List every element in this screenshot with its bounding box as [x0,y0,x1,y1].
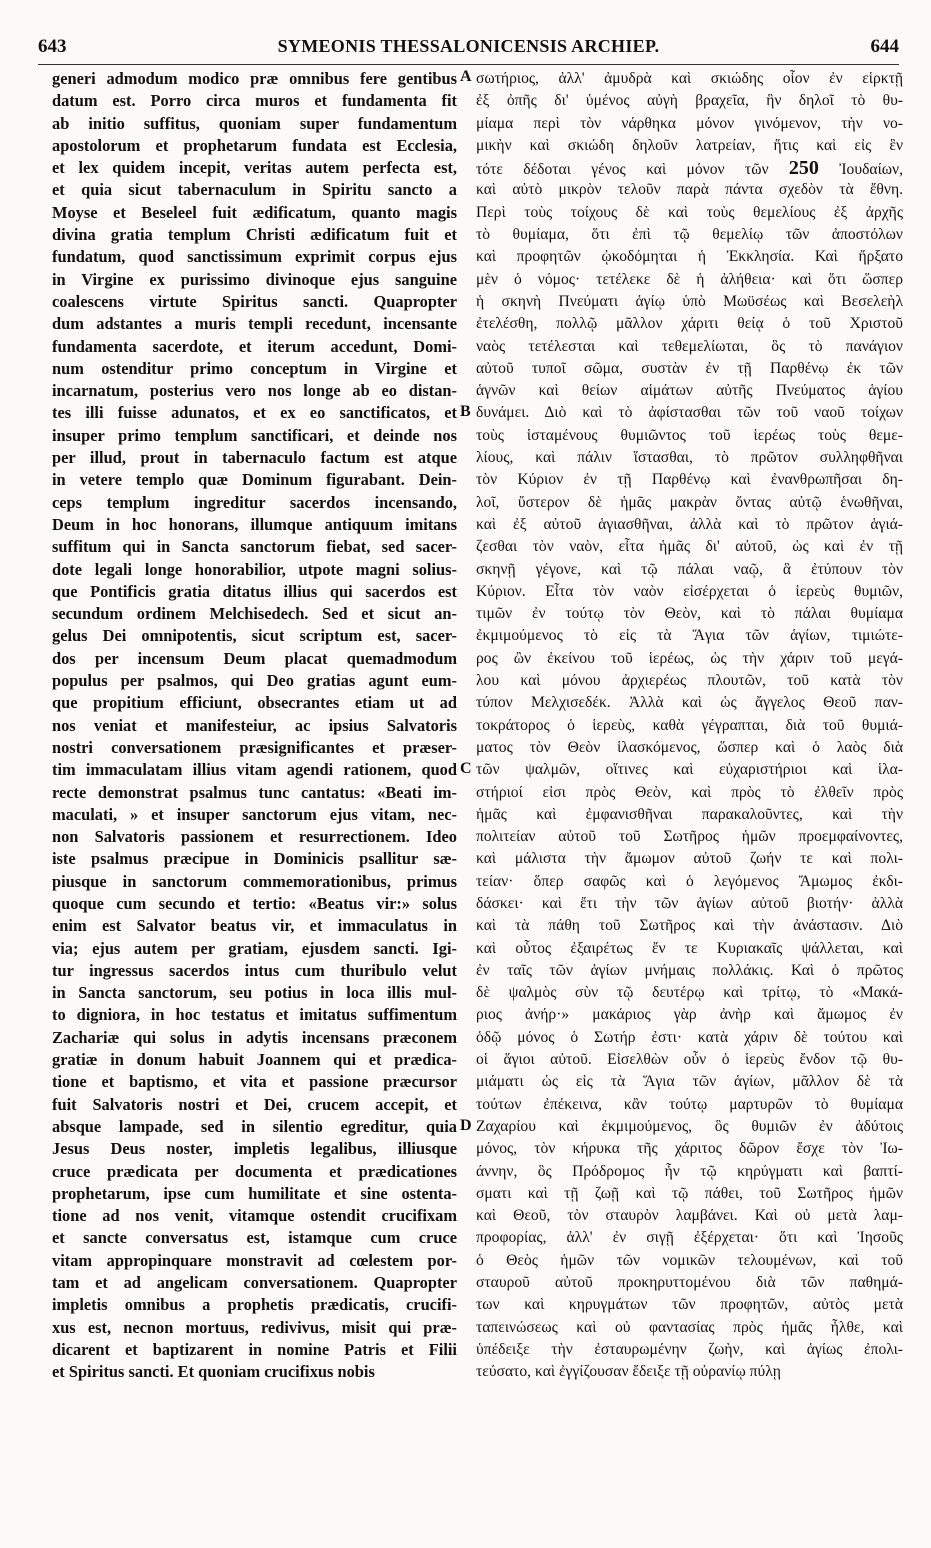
text-line: gelus Dei omnipotentis, sicut scriptum est, sacer- [52,626,457,646]
text-line: Ζαχαρίου καὶ ἐκμιμούμενος, ὃς θυμιῶν ἐν ἀδύτοις [476,1117,903,1135]
text-line: impletis omnibus a prophetis prædicatis, crucifi- [52,1295,457,1315]
text-line: τοὺς ἱσταμένους θυμιῶντος τοῦ ἱερέως τοὺς θεμε- [476,426,903,444]
text-line: xus est, necnon mortuus, redivivus, misit qui præ- [52,1317,457,1337]
text-line: μίαμα περὶ τὸν νάρθηκα μόνον γινόμενον, τὴν νο- [476,114,903,132]
text-line: ζεσθαι τὸν ναὸν, εἶτα ἡμᾶς δι' αὐτοῦ, ὡς καὶ ἐν τῇ [476,538,903,556]
text-line: καὶ προφητῶν ᾠκοδόμηται ἡ Ἐκκλησία. Καὶ ἤρξατο [476,248,903,266]
text-line: et lex quidem incepit, veritas autem perfecta est, [52,158,457,178]
text-line: fuit Salvatoris nostri et Dei, crucem accepit, et [52,1094,457,1114]
text-line: vitam appropinquare monstravit ad cœlestem por- [52,1250,457,1270]
text-line: καὶ ἐξ αὐτοῦ ἁγιασθῆναι, ἀλλὰ καὶ τὸ πρῶτον ἁγιά- [476,515,903,533]
text-line: non Salvatoris passionem et resurrectionem. Ideo [52,827,457,847]
running-header [38,36,899,62]
text-line: dote legali longe honorabilior, utpote magni solius- [52,559,457,579]
text-line: per illud, prout in tabernaculo factum est atque [52,448,457,468]
text-line: καὶ τὰ πάθη τοῦ Σωτῆρος καὶ τὴν ἀνάστασιν. Διὸ [476,917,903,935]
page-number-left: 643 [38,36,67,57]
text-line: άννην, ὃς Πρόδρομος ἦν τῷ κηρύγματι καὶ βαπτί- [476,1162,903,1180]
text-line: ρος ὢν ἐκείνου τοῦ ἱερέως, ὡς τὴν χάριν τοῦ μεγά- [476,649,903,667]
text-line: divina gratia templum Christi ædificatum fuit et [52,225,457,245]
text-line: ταπεινώσεως καὶ οὐ φαντασίας πρὸς ἡμᾶς ἦλθε, καὶ [476,1318,903,1336]
section-number: 250 [788,157,819,180]
text-line: et Spiritus sancti. Et quoniam crucifixus nobis [52,1362,375,1382]
text-line: τῶν ψαλμῶν, οἵτινες καὶ εὐχαριστήριοι καὶ ἱλα- [476,761,903,779]
text-line: que propitium efficiunt, obsecrantes etiam ut ad [52,693,457,713]
text-line: αὐτοῦ τυποῖ σῶμα, συστὰν ἐν τῇ Παρθένῳ ἐκ τῶν [476,359,903,377]
text-line: τότε δέδοται γένος καὶ μόνον τῶν 250 Ἰουδαίων, [476,157,903,180]
text-line: dicarent et baptizarent in nomine Patris et Filii [52,1339,457,1359]
text-line: et sancte conversatus est, istamque cum cruce [52,1228,457,1248]
text-line: μιάματι ὡς εἰς τὰ Ἅγια τῶν ἁγίων, μᾶλλον δὲ τὰ [476,1073,903,1091]
text-line: secundum ordinem Melchisedech. Sed et sicut an- [52,604,457,624]
text-line: fundamenta sacerdote, et iterum accedunt, Domi- [52,336,457,356]
text-line: et quia sicut tabernaculum in Spiritu sancto a [52,180,457,200]
text-line: coalescens virtute Spiritus sancti. Quapropter [52,291,457,311]
text-line: ceps templum ingreditur sacerdos incensando, [52,492,457,512]
text-line: μὲν ὁ νόμος· τετέλεκε δὲ ἡ ἀλήθεια· καὶ ὅτι ὥσπερ [476,270,903,288]
text-line: tes illi fuisse adunatos, et ex eo sanctificatos, et [52,403,457,423]
section-marker-c: C [460,760,472,777]
text-line: μόνος, τὸν κήρυκα τῆς χάριτος δῶρον ἔσχε τὸν Ἰω- [476,1140,903,1158]
text-line: ναὸς τετέλεσται καὶ τεθεμελίωται, ὃς τὸ πανάγιον [476,337,903,355]
text-line: dos per incensum Deum placat quemadmodum [52,648,457,668]
text-line: καὶ οὗτος ἐξαιρέτως ἔν τε Κυριακαῖς ψάλλεται, καὶ [476,939,903,957]
running-title: SYMEONIS THESSALONICENSIS ARCHIEP. [277,36,660,56]
text-line: καὶ μάλιστα τὴν ἄμωμον αὐτοῦ ζωήν τε καὶ πολι- [476,850,903,868]
text-line: to digniora, in hoc testatus et imitatus suffimentum [52,1005,457,1025]
text-line: καὶ Θεοῦ, τὸν σταυρὸν λαμβάνει. Καὶ οὐ μετὰ λαμ- [476,1207,903,1225]
text-line: λου καὶ μόνου ἀρχιερέως πλουτῶν, τοῦ κατὰ τὸν [476,672,903,690]
text-line: ὑπέδειξε τὴν ἐσταυρωμένην ζωὴν, καὶ ἁγίως ἐπολι- [476,1340,903,1358]
text-line: ἁγνῶν καὶ θείων αἱμάτων αὐτῆς Πνεύματος ἁγίου [476,382,903,400]
text-line: ριος ἀνήρ·» μακάριος γὰρ ἀνὴρ καὶ ἄμωμος ἐν [476,1006,903,1024]
text-line: datum est. Porro circa muros et fundamenta fit [52,91,457,111]
text-line: tur ingressus sacerdos intus cum thuribulo velut [52,960,457,980]
text-line: ἡ σκηνὴ Πνεύματι ἁγίῳ ὑπὸ Μωϋσέως καὶ Βεσελεὴλ [476,292,903,310]
text-line: prophetarum, ipse cum humilitate et sine ostenta- [52,1183,457,1203]
header-rule [38,64,899,65]
text-line: τοκράτορος ὁ ἱερεὺς, καθὰ γέγραπται, διὰ τοῦ θυμιά- [476,716,903,734]
text-line: piusque in sanctorum commemorationibus, primus [52,871,457,891]
text-line: Κύριον. Εἶτα τὸν ναὸν εἰσέρχεται ὁ ἱερεὺς θυμιῶν, [476,582,903,600]
text-line: tam et ad angelicam conversationem. Quapropter [52,1273,457,1293]
text-line: recte demonstrat psalmus tunc cantatus: «Beati im- [52,782,457,802]
text-line: των καὶ κηρυγμάτων τῶν προφητῶν, αὐτὸς μετὰ [476,1296,903,1314]
text-line: τὸ θυμίαμα, ὅτι ἐπὶ τῷ θεμελίῳ τῶν ἀποστόλων [476,226,903,244]
text-line: ὁ Θεὸς ἡμῶν τῶν νομικῶν τελουμένων, καὶ τοῦ [476,1251,903,1269]
text-line: maculati, » et insuper sanctorum ejus vitam, nec- [52,804,457,824]
text-line: τὸν Κύριον ἐν τῇ Παρθένῳ καὶ ἐνανθρωπῆσαι δη- [476,471,903,489]
text-line: nostri conversationem præsignificantes et præser- [52,737,457,757]
text-line: ἡμᾶς καὶ ἐμφανισθῆναι παρακαλοῦντες, καὶ τὴν [476,805,903,823]
latin-column [52,68,457,1384]
text-line: Jesus Deus noster, impletis legalibus, illiusque [52,1139,457,1159]
text-line: iste psalmus præcipue in Dominicis psallitur sæ- [52,849,457,869]
text-line: σκηνῇ γέγονε, καὶ τῷ πάλαι ναῷ, ἃ ἐτύπουν τὸν [476,560,903,578]
text-line: τιμῶν ἐν τούτῳ τὸν Θεὸν, καὶ τὸ πάλαι θυμίαμα [476,605,903,623]
text-line: καὶ αὐτὸ μικρὸν τελοῦν παρὰ πάντα σχεδὸν τὰ ἔθνη. [476,181,903,199]
text-line: dum adstantes a muris templi recedunt, incensante [52,314,457,334]
text-line: τούτων ἐπέκεινα, κἂν τούτῳ μαρτυρῶν τὸ θυμίαμα [476,1095,903,1113]
text-line: πολιτείαν αὐτοῦ τοῦ Σωτῆρος ἡμῶν προεμφαίνοντες, [476,828,903,846]
text-line: que Pontificis gratia ditatus illius qui sacerdos est [52,581,457,601]
text-line: nos veniat et manifesteiur, ac ipsius Salvatoris [52,715,457,735]
page-number-right: 644 [870,36,899,57]
text-line: Deum in hoc honorans, illumque antiquum imitans [52,514,457,534]
text-line: στήριοί εἰσι πρὸς Θεὸν, καὶ πρὸς τὸ ἐλθεῖν πρὸς [476,783,903,801]
text-line: in Virgine ex purissimo divinoque ejus sanguine [52,269,457,289]
text-line: μικὴν καὶ σκιώδη δηλοῦν λατρείαν, ἥτις καὶ εἰς ἓν [476,136,903,154]
text-line: generi admodum modico præ omnibus fere gentibus [52,69,457,88]
text-line: οἱ ἅγιοι αὐτοῦ. Εἰσελθὼν οὖν ὁ ἱερεὺς ἔνδον τῷ θυ- [476,1051,903,1069]
greek-column [476,68,903,1384]
text-line: ab initio suffitus, quoniam super fundamentum [52,113,457,133]
text-line: tione et baptismo, et vita et passione præcursor [52,1072,457,1092]
text-line: σματι καὶ τῇ ζωῇ καὶ τῷ πάθει, τοῦ Σωτῆρος ἡμῶν [476,1184,903,1202]
text-line: num ostenditur primo conceptum in Virgine et [52,358,457,378]
text-line: quoque cum secundo et tertio: «Beatus vir:» solus [52,893,457,913]
text-line: ἐν ταῖς τῶν ἁγίων μνήμαις πολλάκις. Καὶ ὁ πρῶτος [476,961,903,979]
text-line: in Sancta sanctorum, seu potius in loca illis mul- [52,983,457,1003]
text-line: δάσκει· καὶ ἔτι τὴν τῶν ἁγίων αὐτοῦ βιοτήν· ἀλλὰ [476,894,903,912]
text-line: populus per psalmos, qui Deo gratias agunt eum- [52,671,457,691]
text-line: ματος τὸν Θεὸν ἱλασκόμενος, ὥσπερ καὶ ὁ λαὸς διὰ [476,738,903,756]
text-line: gratiæ in donum habuit Joannem qui et prædica- [52,1050,457,1070]
text-line: τύπον Μελχισεδέκ. Ἀλλὰ καὶ ὡς ἄγγελος Θεοῦ παν- [476,694,903,712]
text-line: cruce prædicata per documenta et prædicationes [52,1161,457,1181]
text-line: δυνάμει. Διὸ καὶ τὸ ἀφίστασθαι τῶν τοῦ ναοῦ τοίχων [476,404,903,422]
text-line: δὲ ψαλμὸς σὺν τῷ δευτέρῳ καὶ τρίτῳ, τὸ «Μακά- [476,984,903,1002]
text-line: enim est Salvator beatus vir, et immaculatus in [52,916,457,936]
section-marker-d: D [460,1117,472,1134]
text-line: λίους, καὶ πάλιν ἵστασθαι, τὸ πρῶτον συλληφθῆναι [476,449,903,467]
text-line: via; ejus autem per gratiam, ejusdem sancti. Igi- [52,938,457,958]
text-line: σταυροῦ αὐτοῦ προκηρυττομένου διὰ τῶν παθημά- [476,1274,903,1292]
text-line: λοῖ, ὕστερον δὲ ἡμᾶς μακρὰν ὄντας αὐτῷ ἑνωθῆναι, [476,493,903,511]
text-line: σωτήριος, ἀλλ' ἀμυδρὰ καὶ σκιώδης οἷον ἐν εἱρκτῇ [476,70,903,87]
text-line: ἐκμιμούμενος τὸ εἰς τὰ Ἅγια τῶν ἁγίων, τιμιώτε- [476,627,903,645]
text-line: tim immaculatam illius vitam agendi rationem, quod [52,760,457,780]
text-line: tione ad nos venit, vitamque ostendit crucifixam [52,1206,457,1226]
text-line: ἐτελέσθη, πολλῷ μᾶλλον χάριτι θείᾳ ὁ τοῦ Χριστοῦ [476,315,903,333]
text-line: τείαν· ὅπερ σαφῶς καὶ ὁ λεγόμενος Ἄμωμος ἐκδι- [476,872,903,890]
text-line: ἐξ ὀπῆς δι' ὑμένος αὐγὴ βραχεῖα, ἣν δηλοῖ τὸ θυ- [476,92,903,110]
text-line: suffitum qui in Sancta sanctorum fiebat, sed sacer- [52,537,457,557]
text-line: προφορίας, ἀλλ' ἐν σιγῇ ἐξέρχεται· ὅτι καὶ Ἰησοῦς [476,1229,903,1247]
section-marker-a: A [460,68,472,85]
text-line: Moyse et Beseleel fuit ædificatum, quanto magis [52,202,457,222]
text-line: Zachariæ qui solus in adytis incensans præconem [52,1027,457,1047]
text-line: fundatum, quod sanctissimum exprimit corpus ejus [52,247,457,267]
text-line: ὁδῷ μόνος ὁ Σωτήρ ἐστι· κατὰ χάριν δὲ τούτου καὶ [476,1028,903,1046]
section-marker-b: B [460,403,471,420]
text-line: apostolorum et prophetarum fundata est Ecclesia, [52,135,457,155]
text-line: absque lampade, sed in silentio egreditur, quia [52,1116,457,1136]
text-line: τεύσατο, καὶ ἐγγίζουσαν ἔδειξε τῇ οὐρανίῳ πύλῃ [476,1363,781,1381]
text-line: insuper primo templum sanctificari, et deinde nos [52,425,457,445]
text-line: Περὶ τοὺς τοίχους δὲ καὶ τοὺς θεμελίους ἐξ ἀρχῆς [476,203,903,221]
text-line: incarnatum, posterius vero nos longe ab eo distan- [52,381,457,401]
text-line: in vetere templo quæ Dominum figurabant. Dein- [52,470,457,490]
